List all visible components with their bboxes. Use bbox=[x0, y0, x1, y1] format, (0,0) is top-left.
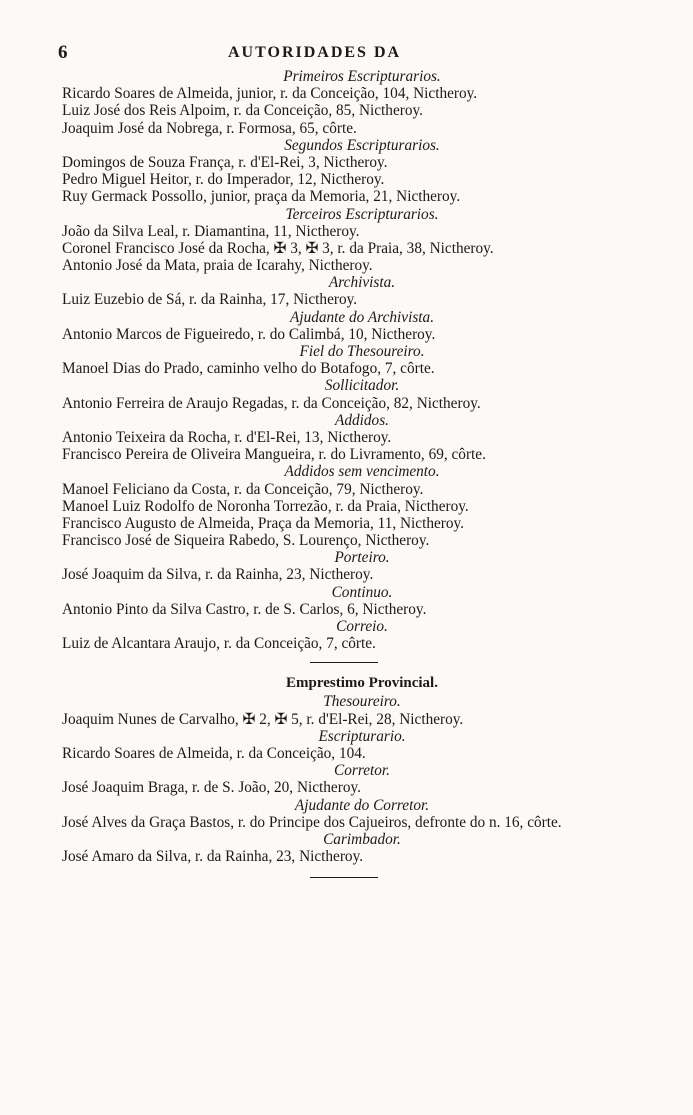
directory-entry: Domingos de Souza França, r. d'El-Rei, 3, Nictheroy. bbox=[62, 153, 388, 171]
directory-listing bbox=[62, 68, 622, 878]
role-heading: Fiel do Thesoureiro. bbox=[299, 343, 425, 360]
directory-entry: Manoel Luiz Rodolfo de Noronha Torrezão, r. da Praia, Nictheroy. bbox=[62, 497, 469, 515]
role-heading: Porteiro. bbox=[334, 549, 390, 567]
role-heading: Carimbador. bbox=[323, 830, 401, 848]
section-title: Emprestimo Provincial. bbox=[286, 675, 438, 692]
role-heading: Escripturario. bbox=[318, 727, 406, 745]
directory-entry: Francisco Pereira de Oliveira Mangueira, r. do Livramento, 69, côrte. bbox=[62, 446, 486, 464]
directory-entry: José Joaquim Braga, r. de S. João, 20, Nictheroy. bbox=[62, 779, 361, 797]
directory-entry: Antonio Teixeira da Rocha, r. d'El-Rei, 13, Nictheroy. bbox=[62, 428, 392, 446]
page-header bbox=[0, 42, 693, 66]
end-rule bbox=[310, 877, 378, 878]
directory-entry: Francisco José de Siqueira Rabedo, S. Lourenço, Nictheroy. bbox=[62, 532, 430, 550]
directory-entry: Luiz Euzebio de Sá, r. da Rainha, 17, Nictheroy. bbox=[62, 291, 358, 309]
role-heading: Addidos sem vencimento. bbox=[284, 463, 440, 481]
role-heading: Ajudante do Corretor. bbox=[294, 796, 430, 814]
directory-entry: José Amaro da Silva, r. da Rainha, 23, Nictheroy. bbox=[62, 848, 364, 866]
role-heading: Addidos. bbox=[335, 411, 389, 429]
directory-entry: Manoel Dias do Prado, caminho velho do Botafogo, 7, côrte. bbox=[62, 360, 435, 378]
role-heading: Thesoureiro. bbox=[323, 693, 401, 711]
running-title: AUTORIDADES DA bbox=[228, 44, 402, 61]
role-heading: Archivista. bbox=[328, 274, 396, 292]
directory-entry: Pedro Miguel Heitor, r. do Imperador, 12, Nictheroy. bbox=[62, 171, 385, 189]
role-heading: Correio. bbox=[336, 618, 388, 635]
role-heading: Continuo. bbox=[331, 583, 393, 601]
section-divider bbox=[310, 662, 378, 663]
directory-entry: José Joaquim da Silva, r. da Rainha, 23, Nictheroy. bbox=[62, 566, 374, 584]
directory-entry: Antonio Marcos de Figueiredo, r. do Calimbá, 10, Nictheroy. bbox=[62, 325, 436, 343]
role-heading: Terceiros Escripturarios. bbox=[285, 205, 439, 223]
directory-entry: Antonio José da Mata, praia de Icarahy, Nictheroy. bbox=[62, 257, 373, 275]
directory-entry: Joaquim Nunes de Carvalho, ✠ 2, ✠ 5, r. d'El-Rei, 28, Nictheroy. bbox=[62, 710, 464, 728]
directory-entry: Francisco Augusto de Almeida, Praça da Memoria, 11, Nictheroy. bbox=[62, 514, 465, 532]
directory-entry: Luiz de Alcantara Araujo, r. da Conceição, 7, côrte. bbox=[62, 635, 376, 653]
role-heading: Ajudante do Archivista. bbox=[289, 308, 435, 326]
role-heading: Segundos Escripturarios. bbox=[284, 136, 440, 154]
page-number: 6 bbox=[58, 42, 68, 63]
directory-entry: Antonio Pinto da Silva Castro, r. de S. Carlos, 6, Nictheroy. bbox=[62, 600, 427, 618]
directory-entry: Joaquim José da Nobrega, r. Formosa, 65, côrte. bbox=[62, 119, 357, 137]
directory-entry: José Alves da Graça Bastos, r. do Principe dos Cajueiros, defronte do n. 16, côrte. bbox=[62, 813, 562, 831]
directory-entry: Manoel Feliciano da Costa, r. da Conceição, 79, Nictheroy. bbox=[62, 480, 424, 498]
directory-entry: Ruy Germack Possollo, junior, praça da Memoria, 21, Nictheroy. bbox=[62, 188, 461, 206]
role-heading: Primeiros Escripturarios. bbox=[283, 68, 441, 85]
directory-entry: Ricardo Soares de Almeida, junior, r. da Conceição, 104, Nictheroy. bbox=[62, 85, 478, 103]
directory-entry: Ricardo Soares de Almeida, r. da Conceição, 104. bbox=[62, 744, 366, 762]
directory-entry: Coronel Francisco José da Rocha, ✠ 3, ✠ 3, r. da Praia, 38, Nictheroy. bbox=[62, 239, 494, 257]
directory-entry: João da Silva Leal, r. Diamantina, 11, Nictheroy. bbox=[62, 222, 360, 240]
role-heading: Sollicitador. bbox=[324, 377, 400, 395]
directory-entry: Antonio Ferreira de Araujo Regadas, r. da Conceição, 82, Nictheroy. bbox=[62, 394, 481, 412]
role-heading: Corretor. bbox=[334, 762, 390, 780]
directory-entry: Luiz José dos Reis Alpoim, r. da Conceição, 85, Nictheroy. bbox=[62, 102, 423, 120]
